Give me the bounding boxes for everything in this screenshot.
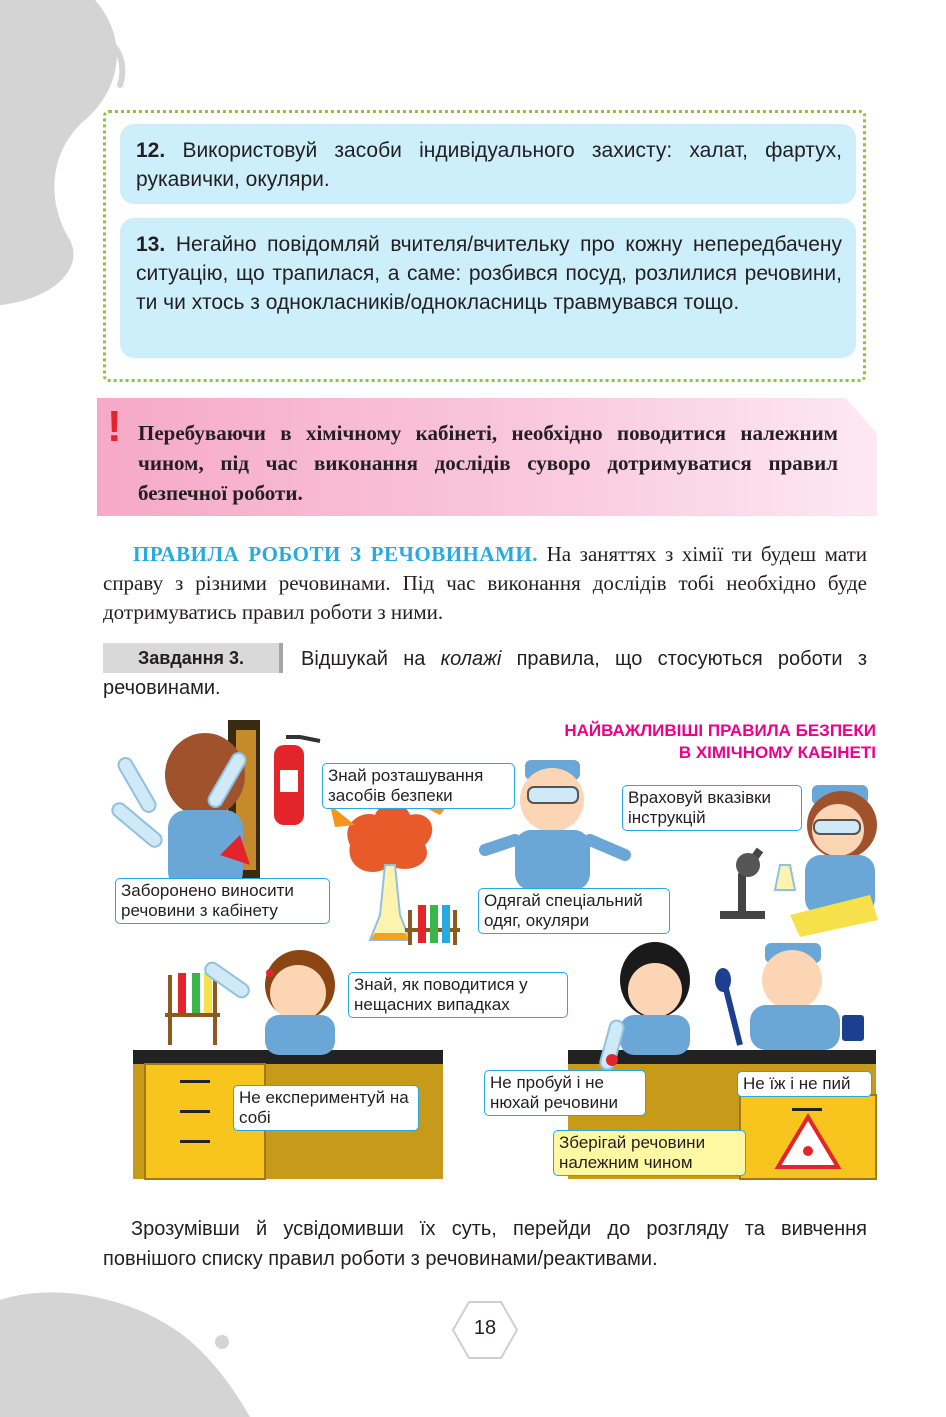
- rule-13: [120, 218, 856, 358]
- task-italic: колажі: [440, 648, 502, 670]
- exclamation-icon: !: [107, 402, 122, 451]
- section-heading: ПРАВИЛА РОБОТИ З РЕЧОВИНАМИ.: [133, 542, 538, 566]
- label-no-taste-smell: Не пробуй і не нюхай речовини: [484, 1070, 646, 1116]
- task-text: Відшукай на колажі правила, що стосуються роботи з речовинами.: [103, 648, 868, 699]
- section-text: На заняттях з хімії ти будеш мати справу з різними речовинами. Під час виконання дослідів тобі необхідно буде дотримуватись правил роботи з ними.: [103, 542, 867, 624]
- section-paragraph: [103, 540, 867, 627]
- page-number: 18: [451, 1300, 519, 1360]
- label-no-carry-out: Заборонено виносити речовини з кабінету: [115, 878, 330, 924]
- label-special-clothing: Одягай спеціальний одяг, окуляри: [478, 888, 670, 934]
- closing-paragraph: Зрозумівши й усвідомивши їх суть, перейди до розгляду та вивчення повнішого списку правил роботи з речовинами/реактивами.: [103, 1218, 867, 1270]
- label-instructions: Враховуй вказівки інструкцій: [622, 785, 802, 831]
- decorative-blob-bottom: [0, 1270, 260, 1417]
- collage-title: НАЙВАЖЛИВІШІ ПРАВИЛА БЕЗПЕКИ В ХІМІЧНОМУ КАБІНЕТІ: [564, 721, 876, 762]
- warning-text: Перебуваючи в хімічному кабінеті, необхідно поводитися належним чином, під час виконання дослідів суворо дотримуватися правил безпечної роботи.: [138, 421, 838, 505]
- label-store-properly: Зберігай речовини належним чином: [553, 1130, 746, 1176]
- rule-text: Використовуй засоби індивідуального захисту: халат, фартух, рукавички, окуляри.: [136, 139, 842, 191]
- rule-number: 13.: [136, 233, 166, 256]
- rule-number: 12.: [136, 139, 166, 162]
- label-no-experiment-self: Не експериментуй на собі: [233, 1085, 419, 1131]
- label-no-eat-drink: Не їж і не пий: [737, 1071, 872, 1097]
- label-accidents: Знай, як поводитися у нещасних випадках: [348, 972, 568, 1018]
- task-label: Завдання 3.: [103, 643, 283, 673]
- rule-text: Негайно повідомляй вчителя/вчительку про кожну непередбачену ситуацію, що трапилася, а саме: розбився посуд, розлилися речовини, ти чи хтось з однокласників/однокласниць травмувався тощо.: [136, 233, 842, 314]
- label-safety-location: Знай розташування засобів безпеки: [322, 763, 515, 809]
- rule-12: [120, 124, 856, 204]
